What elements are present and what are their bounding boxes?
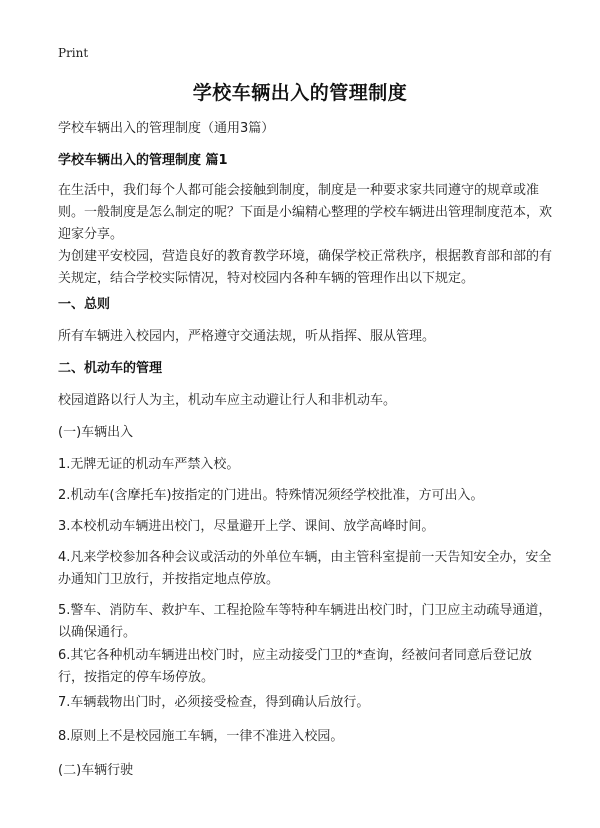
section-heading: 学校车辆出入的管理制度 篇1	[58, 153, 228, 168]
list-item: 8.原则上不是校园施工车辆，一律不准进入校园。	[58, 729, 344, 744]
motor-paragraph: 校园道路以行人为主，机动车应主动避让行人和非机动车。	[58, 393, 397, 408]
document-subtitle: 学校车辆出入的管理制度（通用3篇）	[58, 121, 275, 136]
list-item: 1.无牌无证的机动车严禁入校。	[58, 457, 240, 472]
list-item: 5.警车、消防车、救护车、工程抢险车等特种车辆进出校门时，门卫应主动疏导通道，以确保通行。	[58, 603, 552, 640]
general-paragraph: 所有车辆进入校园内，严格遵守交通法规，听从指挥、服从管理。	[58, 329, 436, 344]
intro-paragraph-1: 在生活中，我们每个人都可能会接触到制度，制度是一种要求家共同遵守的规章或准则。一般制度是怎么制定的呢？下面是小编精心整理的学校车辆进出管理制度范本，欢迎家分享。	[58, 183, 553, 242]
subheading-vehicle-driving: (二)车辆行驶	[58, 763, 134, 778]
intro-paragraph-2: 为创建平安校园，营造良好的教育教学环境，确保学校正常秩序，根据教育部和部的有关规定，结合学校实际情况，特对校园内各种车辆的管理作出以下规定。	[58, 249, 553, 286]
list-item: 2.机动车(含摩托车)按指定的门进出。特殊情况须经学校批准，方可出入。	[58, 488, 484, 503]
list-item: 6.其它各种机动车辆进出校门时，应主动接受门卫的*查询，经被问者同意后登记放行，按指定的停车场停放。	[58, 648, 532, 685]
document-title: 学校车辆出入的管理制度	[192, 82, 408, 104]
print-link[interactable]: Print	[58, 46, 89, 60]
list-item: 3.本校机动车辆进出校门，尽量避开上学、课间、放学高峰时间。	[58, 519, 435, 534]
heading-general: 一、总则	[58, 297, 111, 312]
list-item: 4.凡来学校参加各种会议或活动的外单位车辆，由主管科室提前一天告知安全办，安全办通知门卫放行，并按指定地点停放。	[58, 550, 552, 587]
heading-motor-vehicles: 二、机动车的管理	[58, 361, 163, 376]
subheading-vehicle-access: (一)车辆出入	[58, 425, 134, 440]
list-item: 7.车辆载物出门时，必须接受检查，得到确认后放行。	[58, 695, 370, 710]
